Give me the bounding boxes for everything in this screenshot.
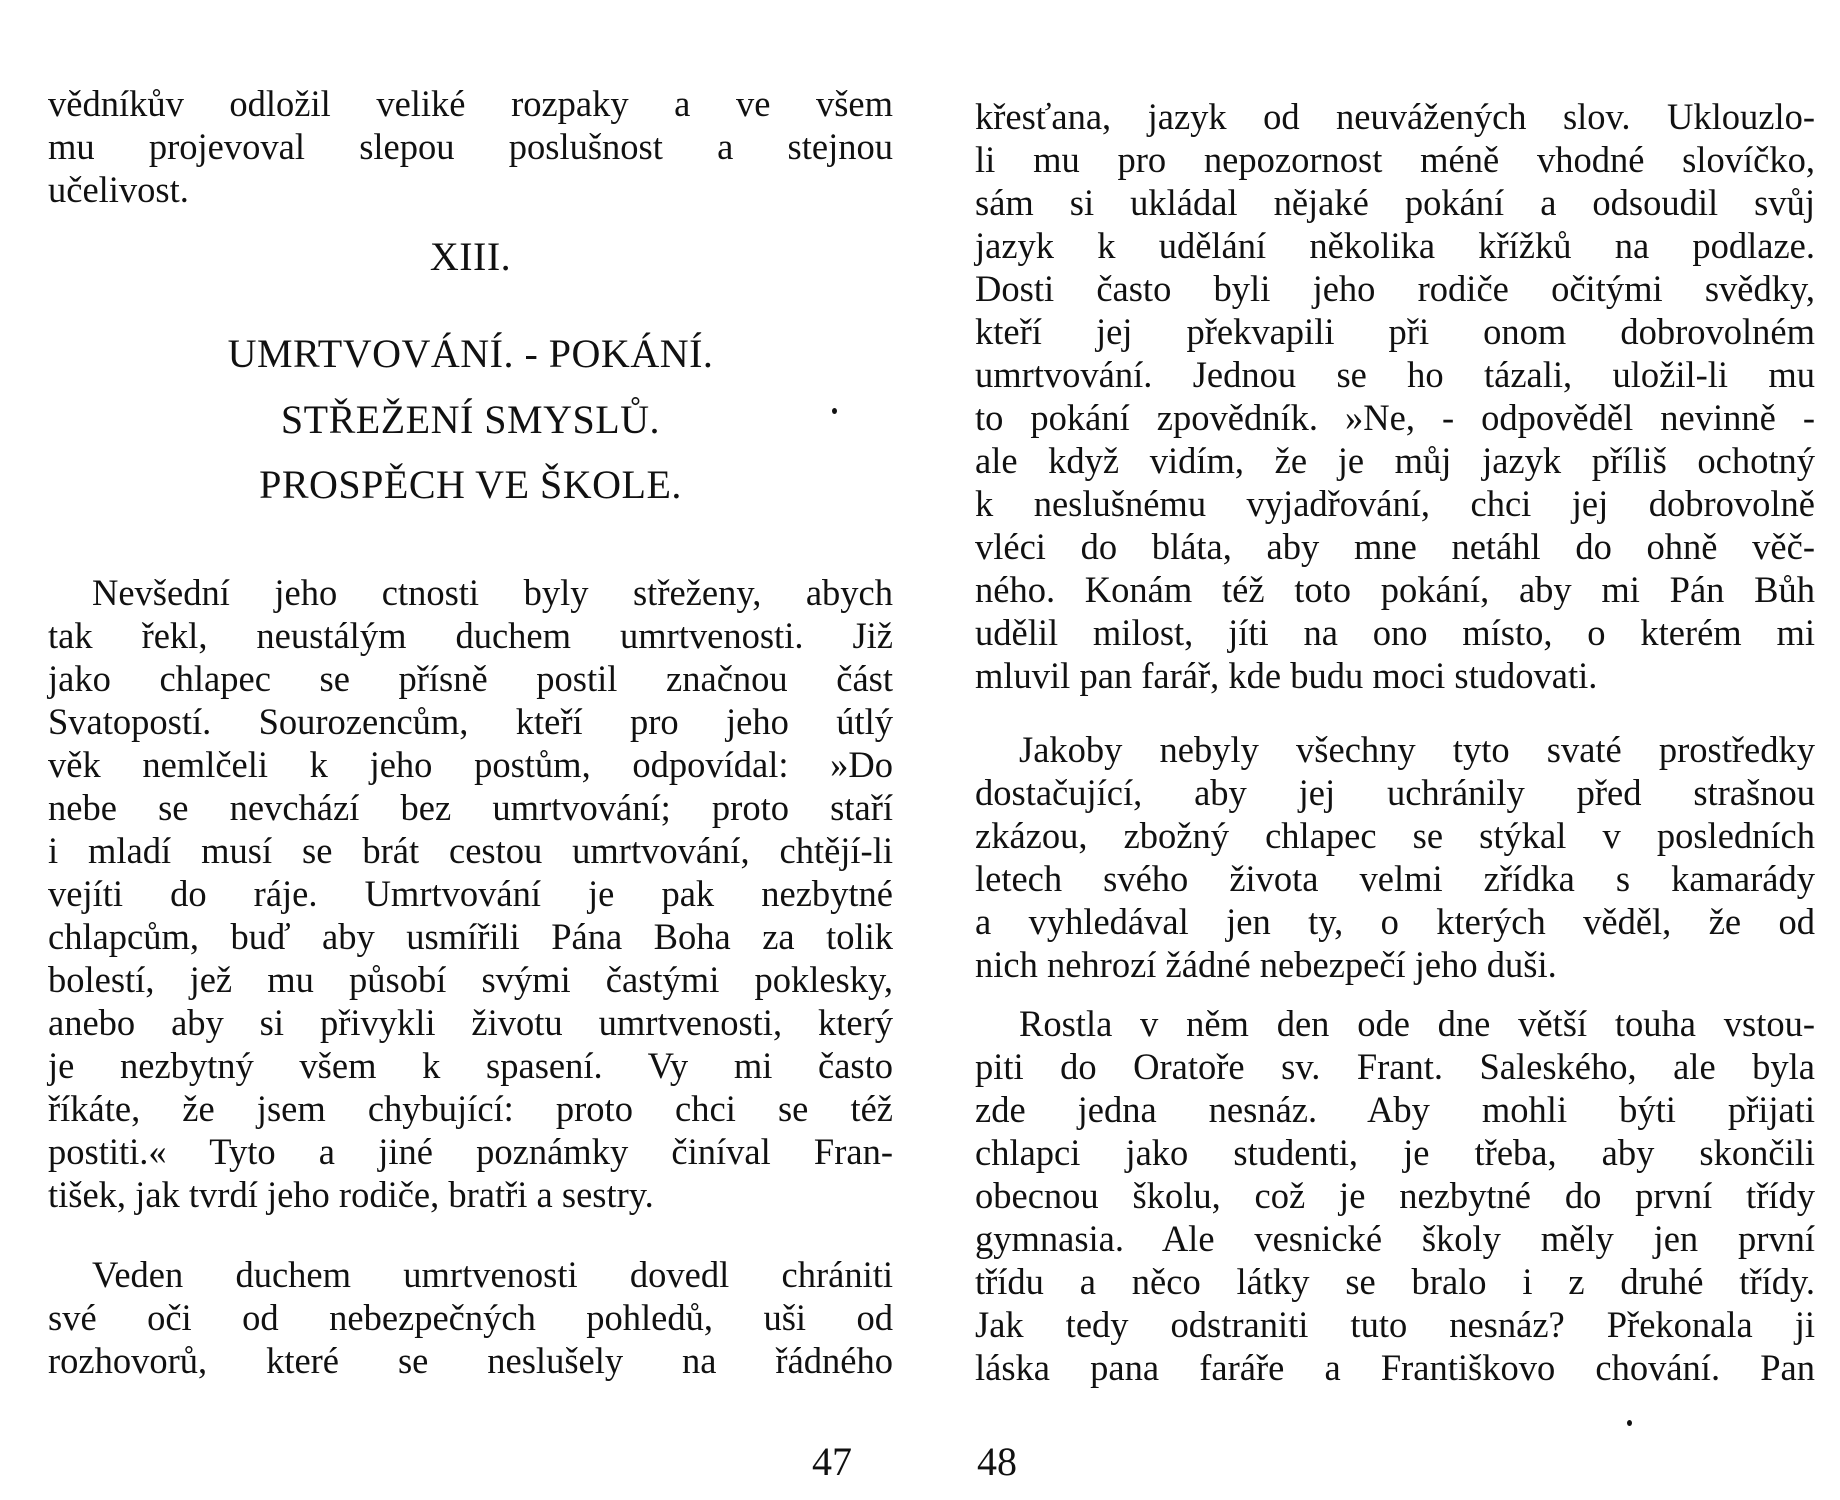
left-opening-paragraph	[48, 82, 893, 211]
text-line: chlapci jako studenti, je třeba, aby skončili	[975, 1132, 1815, 1173]
text-line: Veden duchem umrtvenosti dovedl chrániti	[92, 1254, 893, 1295]
text-line: to pokání zpovědník. »Ne, - odpověděl nevinně -	[975, 397, 1815, 438]
text-line: ného. Konám též toto pokání, aby mi Pán Bůh	[975, 569, 1815, 610]
text-line: tišek, jak tvrdí jeho rodiče, bratři a sestry.	[48, 1174, 654, 1215]
text-line: třídu a něco látky se bralo i z druhé třídy.	[975, 1261, 1815, 1302]
text-line: Dosti často byli jeho rodiče očitými svědky,	[975, 268, 1815, 309]
text-line: věk nemlčeli k jeho postům, odpovídal: »Do	[48, 744, 893, 785]
text-line: vejíti do ráje. Umrtvování je pak nezbytné	[48, 873, 893, 914]
text-line: anebo aby si přivykli životu umrtvenosti, který	[48, 1002, 893, 1043]
text-line: láska pana faráře a Františkovo chování. Pan	[975, 1347, 1815, 1388]
text-line: a vyhledával jen ty, o kterých věděl, že od	[975, 901, 1815, 942]
text-line: rozhovorů, které se neslušely na řádného	[48, 1340, 893, 1381]
ink-speck	[832, 408, 837, 414]
text-line: umrtvování. Jednou se ho tázali, uložil-li mu	[975, 354, 1815, 395]
text-line: jako chlapec se přísně postil značnou část	[48, 658, 893, 699]
text-line: sám si ukládal nějaké pokání a odsoudil svůj	[975, 182, 1815, 223]
text-line: li mu pro nepozornost méně vhodné slovíčko,	[975, 139, 1815, 180]
right-paragraph-2	[975, 728, 1815, 986]
left-paragraph-1	[48, 571, 893, 1216]
text-line: učelivost.	[48, 169, 189, 210]
text-line: své oči od nebezpečných pohledů, uši od	[48, 1297, 893, 1338]
page-number-left: 47	[812, 1439, 852, 1484]
text-line: vědníkův odložil veliké rozpaky a ve všem	[48, 83, 893, 124]
text-line: piti do Oratoře sv. Frant. Saleského, ale byla	[975, 1046, 1815, 1087]
text-line: gymnasia. Ale vesnické školy měly jen první	[975, 1218, 1815, 1259]
text-line: Jakoby nebyly všechny tyto svaté prostředky	[1019, 729, 1815, 770]
page-number-right: 48	[977, 1439, 1017, 1484]
left-page	[48, 0, 893, 1500]
text-line: obecnou školu, což je nezbytné do první třídy	[975, 1175, 1815, 1216]
chapter-title-line: PROSPĚCH VE ŠKOLE.	[259, 462, 682, 507]
text-line: dostačující, aby jej uchránily před strašnou	[975, 772, 1815, 813]
text-line: nebe se nevchází bez umrtvování; proto staří	[48, 787, 893, 828]
text-line: mluvil pan farář, kde budu moci studovati.	[975, 655, 1598, 696]
text-line: zkázou, zbožný chlapec se stýkal v posledních	[975, 815, 1815, 856]
ink-speck	[1627, 1420, 1632, 1426]
text-line: je nezbytný všem k spasení. Vy mi často	[48, 1045, 893, 1086]
text-line: udělil milost, jíti na ono místo, o kterém mi	[975, 612, 1815, 653]
text-line: kteří jej překvapili při onom dobrovolném	[975, 311, 1815, 352]
right-paragraph-3	[975, 1002, 1815, 1389]
text-line: chlapcům, buď aby usmířili Pána Boha za tolik	[48, 916, 893, 957]
text-line: bolestí, jež mu působí svými častými poklesky,	[48, 959, 893, 1000]
text-line: mu projevoval slepou poslušnost a stejnou	[48, 126, 893, 167]
text-line: k neslušnému vyjadřování, chci jej dobrovolně	[975, 483, 1815, 524]
text-line: tak řekl, neustálým duchem umrtvenosti. Již	[48, 615, 893, 656]
text-line: i mladí musí se brát cestou umrtvování, chtějí-li	[48, 830, 893, 871]
text-line: Svatopostí. Sourozencům, kteří pro jeho útlý	[48, 701, 893, 742]
text-line: zde jedna nesnáz. Aby mohli býti přijati	[975, 1089, 1815, 1130]
text-line: Jak tedy odstraniti tuto nesnáz? Překonala ji	[975, 1304, 1815, 1345]
text-line: vléci do bláta, aby mne netáhl do ohně věč-	[975, 526, 1815, 567]
left-paragraph-2	[48, 1253, 893, 1382]
text-line: Rostla v něm den ode dne větší touha vstou-	[1019, 1003, 1815, 1044]
text-line: jazyk k udělání několika křížků na podlaze.	[975, 225, 1815, 266]
right-paragraph-1	[975, 95, 1815, 697]
chapter-title-line: UMRTVOVÁNÍ. - POKÁNÍ.	[227, 331, 714, 376]
text-line: postiti.« Tyto a jiné poznámky činíval Fran-	[48, 1131, 893, 1172]
text-line: nich nehrozí žádné nebezpečí jeho duši.	[975, 944, 1557, 985]
text-line: letech svého života velmi zřídka s kamarády	[975, 858, 1815, 899]
text-line: ale když vidím, že je můj jazyk příliš ochotný	[975, 440, 1815, 481]
right-page	[975, 0, 1815, 1500]
chapter-title-line: STŘEŽENÍ SMYSLŮ.	[280, 397, 661, 442]
text-line: říkáte, že jsem chybující: proto chci se též	[48, 1088, 893, 1129]
text-line: Nevšední jeho ctnosti byly střeženy, abych	[92, 572, 893, 613]
chapter-number: XIII.	[429, 234, 512, 279]
text-line: křesťana, jazyk od neuvážených slov. Uklouzlo-	[975, 96, 1815, 137]
